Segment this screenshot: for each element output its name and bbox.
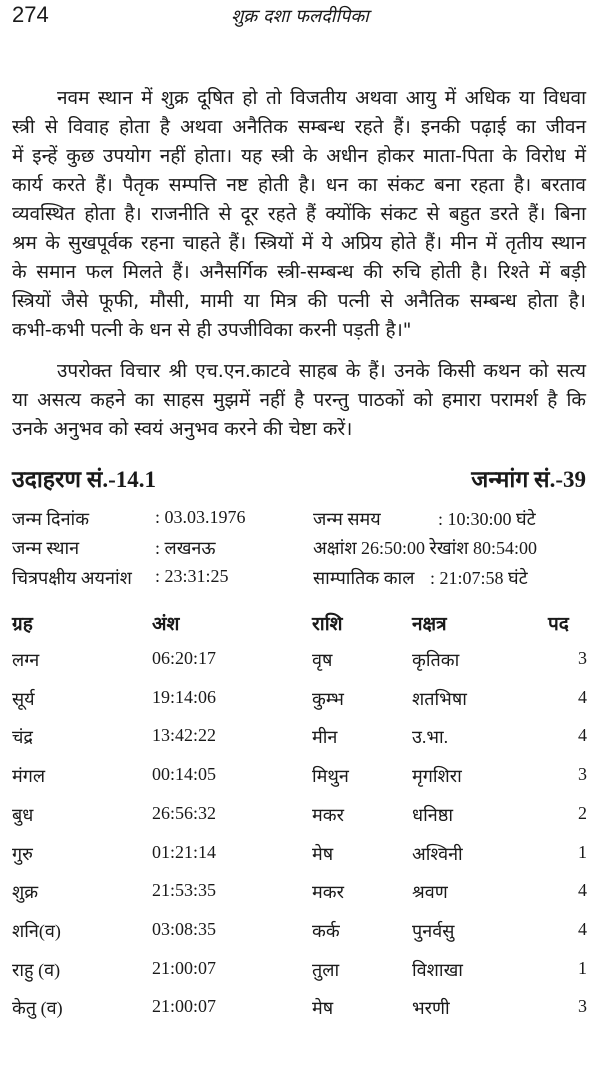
text-line: स्त्रियों जैसे फूफी, मौसी, मामी या मित्र की पत्नी से अनैतिक सम्बन्ध होता है। bbox=[12, 290, 586, 312]
running-title: शुक्र दशा फलदीपिका bbox=[231, 6, 369, 27]
cell-planet: मंगल bbox=[12, 766, 46, 787]
cell-planet: गुरु bbox=[12, 843, 33, 864]
cell-nakshatra: शतभिषा bbox=[412, 688, 467, 709]
header-sign: राशि bbox=[312, 613, 343, 635]
header-pada: पद bbox=[548, 613, 569, 635]
text-line: व्यवस्थित होता है। राजनीति से दूर रहते हैं क्योंकि संकट से बहुत डरते हैं। बिना bbox=[12, 203, 586, 225]
text-line: कार्य करते हैं। पैतृक सम्पत्ति नष्ट होती है। धन का संकट बना रहता है। बरताव bbox=[12, 174, 586, 196]
header-degree: अंश bbox=[152, 613, 180, 635]
cell-pada: 3 bbox=[578, 648, 587, 668]
cell-sign: मिथुन bbox=[312, 766, 349, 787]
birth-time-label: जन्म समय bbox=[313, 509, 381, 529]
cell-degree: 21:00:07 bbox=[152, 957, 217, 978]
cell-sign: वृष bbox=[312, 650, 333, 670]
lat-long: अक्षांश 26:50:00 रेखांश 80:54:00 bbox=[313, 538, 538, 558]
ayanamsha: : 23:31:25 bbox=[155, 566, 229, 586]
cell-degree: 26:56:32 bbox=[152, 802, 217, 823]
cell-planet: राहु (व) bbox=[12, 959, 61, 980]
cell-planet: केतु (व) bbox=[12, 998, 63, 1019]
cell-nakshatra: कृतिका bbox=[412, 650, 460, 670]
cell-pada: 3 bbox=[578, 996, 587, 1017]
cell-nakshatra: मृगशिरा bbox=[412, 766, 462, 787]
text-line: श्रम के सुखपूर्वक रहना चाहते हैं। स्त्रियों में ये अप्रिय होते हैं। मीन में तृतीय स्थान bbox=[12, 232, 586, 254]
cell-sign: मीन bbox=[312, 727, 338, 748]
cell-degree: 00:14:05 bbox=[152, 764, 217, 785]
cell-sign: मेष bbox=[312, 998, 334, 1019]
sidereal-time: : 21:07:58 घंटे bbox=[430, 568, 528, 588]
cell-planet: सूर्य bbox=[12, 688, 35, 709]
cell-degree: 06:20:17 bbox=[152, 648, 217, 668]
cell-pada: 3 bbox=[578, 764, 587, 785]
header-planet: ग्रह bbox=[12, 613, 33, 635]
sidereal-time-label: साम्पातिक काल bbox=[313, 568, 415, 588]
text-line: उनके अनुभव को स्वयं अनुभव करने की चेष्टा करें। bbox=[12, 418, 353, 440]
cell-degree: 21:00:07 bbox=[152, 996, 217, 1017]
paragraph-1 bbox=[12, 84, 586, 345]
header-nakshatra: नक्षत्र bbox=[412, 613, 447, 635]
cell-nakshatra: उ.भा. bbox=[412, 727, 449, 748]
text-line: में इन्हें कुछ उपयोग नहीं होता। यह स्त्री के अधीन होकर माता-पिता के विरोध में bbox=[12, 145, 586, 167]
cell-pada: 2 bbox=[578, 802, 587, 823]
text-line: नवम स्थान में शुक्र दूषित हो तो विजतीय अथवा आयु में अधिक या विधवा bbox=[57, 87, 586, 109]
cell-degree: 21:53:35 bbox=[152, 880, 217, 901]
text-line: स्त्री से विवाह होता है अथवा अनैतिक सम्बन्ध रहते हैं। इनकी पढ़ाई का जीवन bbox=[12, 116, 586, 138]
ayanamsha-label: चित्रपक्षीय अयनांश bbox=[12, 568, 132, 588]
cell-pada: 4 bbox=[578, 725, 587, 746]
text-line: उपरोक्त विचार श्री एच.एन.काटवे साहब के हैं। उनके किसी कथन को सत्य bbox=[57, 360, 586, 382]
text-line: या असत्य कहने का साहस मुझमें नहीं है परन्तु पाठकों को हमारा परामर्श है कि bbox=[12, 389, 586, 411]
cell-planet: शुक्र bbox=[12, 882, 39, 903]
cell-sign: मकर bbox=[312, 882, 344, 903]
example-title: उदाहरण सं.-14.1 bbox=[12, 467, 156, 492]
birth-date-label: जन्म दिनांक bbox=[12, 509, 90, 529]
cell-nakshatra: भरणी bbox=[412, 998, 450, 1019]
cell-nakshatra: धनिष्ठा bbox=[412, 804, 453, 825]
cell-planet: शनि(व) bbox=[12, 920, 61, 941]
cell-sign: कर्क bbox=[312, 920, 340, 941]
paragraph-2 bbox=[12, 357, 586, 444]
page-number: 274 bbox=[12, 2, 49, 27]
cell-sign: तुला bbox=[312, 959, 340, 980]
cell-pada: 1 bbox=[578, 957, 587, 978]
cell-pada: 1 bbox=[578, 841, 587, 862]
cell-pada: 4 bbox=[578, 686, 587, 707]
birth-place: : लखनऊ bbox=[155, 538, 216, 558]
cell-pada: 4 bbox=[578, 918, 587, 939]
cell-nakshatra: श्रवण bbox=[412, 882, 448, 903]
cell-planet: चंद्र bbox=[12, 727, 33, 748]
text-line: कभी-कभी पत्नी के धन से ही उपजीविका करनी पड़ती है।" bbox=[12, 319, 412, 341]
cell-nakshatra: विशाखा bbox=[412, 959, 463, 980]
cell-planet: लग्न bbox=[12, 650, 40, 670]
cell-degree: 13:42:22 bbox=[152, 725, 217, 746]
birth-time: : 10:30:00 घंटे bbox=[438, 509, 536, 529]
cell-pada: 4 bbox=[578, 880, 587, 901]
cell-degree: 19:14:06 bbox=[152, 686, 217, 707]
cell-sign: मेष bbox=[312, 843, 334, 864]
cell-degree: 03:08:35 bbox=[152, 918, 217, 939]
text-line: के समान फल मिलते हैं। अनैसर्गिक स्त्री-सम्बन्ध की रुचि होती है। रिश्ते में बड़ी bbox=[12, 261, 586, 283]
cell-sign: कुम्भ bbox=[312, 688, 344, 709]
cell-planet: बुध bbox=[12, 804, 34, 825]
cell-nakshatra: पुनर्वसु bbox=[412, 920, 455, 941]
chart-number: जन्मांग सं.-39 bbox=[471, 467, 586, 492]
cell-sign: मकर bbox=[312, 804, 344, 825]
birth-date: : 03.03.1976 bbox=[155, 507, 246, 527]
cell-degree: 01:21:14 bbox=[152, 841, 217, 862]
birth-place-label: जन्म स्थान bbox=[12, 538, 80, 558]
cell-nakshatra: अश्विनी bbox=[412, 843, 463, 864]
